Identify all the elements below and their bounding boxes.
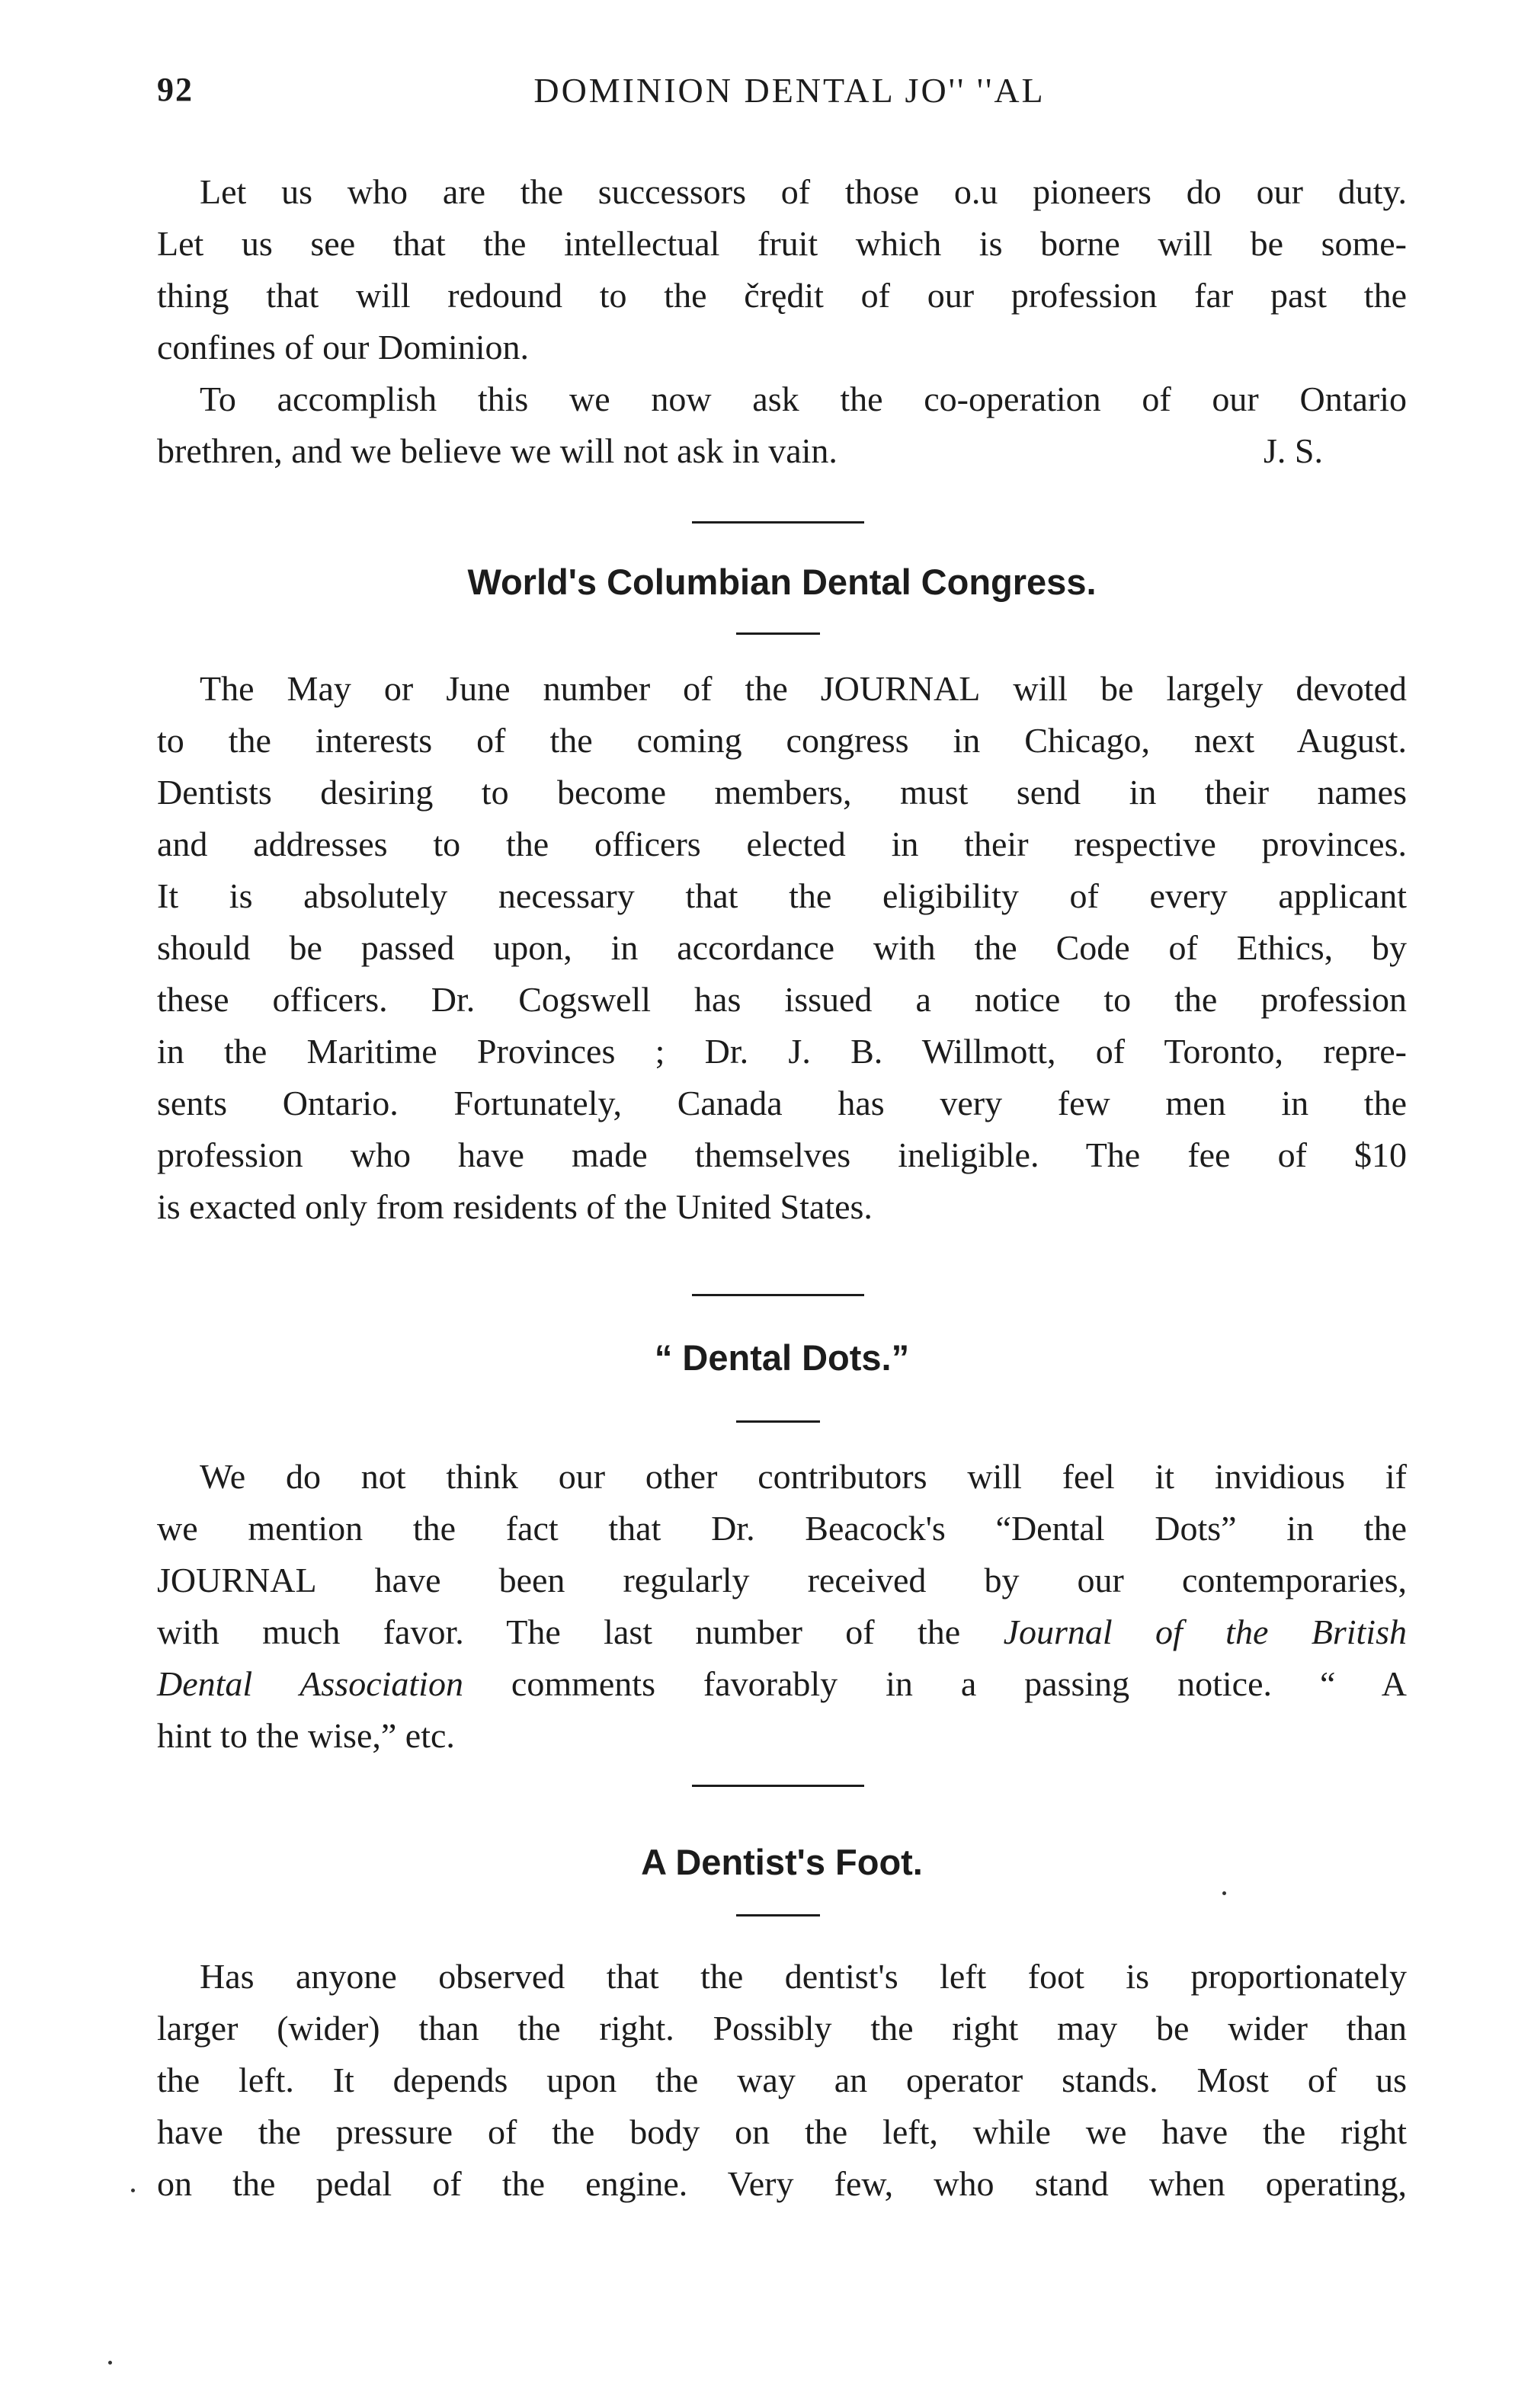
- text-line: profession who have made themselves ineligible. The fee of $10: [157, 1135, 1407, 1174]
- publication-title: Journal of the British: [1003, 1612, 1407, 1651]
- heading-underline: [736, 1914, 820, 1916]
- section-heading-dentists-foot: A Dentist's Foot.: [641, 1842, 923, 1882]
- text-line: to the interests of the coming congress in Chicago, next August.: [157, 721, 1407, 760]
- text-line: the left. It depends upon the way an operator stands. Most of us: [157, 2061, 1407, 2099]
- text-line: It is absolutely necessary that the eligibility of every applicant: [157, 876, 1407, 915]
- print-speck: [1222, 1891, 1226, 1895]
- page-header: [157, 70, 1407, 123]
- text-line: Dental Association comments favorably in a passing notice. “ A: [157, 1664, 1407, 1703]
- text-line: Let us see that the intellectual fruit which is borne will be some-: [157, 224, 1407, 263]
- publication-title: Dental Association: [157, 1664, 463, 1703]
- intro-text: [157, 166, 1407, 477]
- section-heading-congress: World's Columbian Dental Congress.: [467, 562, 1097, 602]
- text-line: JOURNAL have been regularly received by our contemporaries,: [157, 1561, 1407, 1599]
- text-line: in the Maritime Provinces ; Dr. J. B. Willmott, of Toronto, repre-: [157, 1032, 1407, 1071]
- heading-underline: [736, 1420, 820, 1423]
- journal-name: JOURNAL: [820, 669, 981, 708]
- text-line: hint to the wise,” etc.: [157, 1716, 455, 1755]
- text-line: with much favor. The last number of the Journal of the British: [157, 1612, 1407, 1651]
- section-divider: [692, 1785, 864, 1787]
- section-heading-dental-dots: “ Dental Dots.”: [654, 1337, 910, 1378]
- intro-paragraph-2: [157, 373, 1407, 477]
- text-line: sents Ontario. Fortunately, Canada has very few men in the: [157, 1084, 1407, 1122]
- text-line: we mention the fact that Dr. Beacock's “Dental Dots” in the: [157, 1509, 1407, 1548]
- intro-paragraph-1: [157, 166, 1407, 373]
- section-divider: [692, 1294, 864, 1296]
- print-speck: [131, 2189, 135, 2192]
- text-line: larger (wider) than the right. Possibly the right may be wider than: [157, 2009, 1407, 2048]
- text-line: Dentists desiring to become members, must send in their names: [157, 773, 1407, 812]
- section-body-dental-dots: [157, 1451, 1407, 1762]
- text-line: have the pressure of the body on the left, while we have the right: [157, 2112, 1407, 2151]
- text-line: The May or June number of the JOURNAL will be largely devoted: [200, 669, 1407, 708]
- text-line: these officers. Dr. Cogswell has issued a notice to the profession: [157, 980, 1407, 1019]
- text-line: confines of our Dominion.: [157, 328, 530, 367]
- section-divider: [692, 521, 864, 524]
- journal-name: JOURNAL: [157, 1561, 317, 1599]
- text-line: is exacted only from residents of the United States.: [157, 1187, 873, 1226]
- text-line: and addresses to the officers elected in their respective provinces.: [157, 825, 1407, 863]
- text-line: brethren, and we believe we will not ask in vain.: [157, 431, 838, 470]
- text-line: on the pedal of the engine. Very few, who stand when operating,: [157, 2164, 1407, 2203]
- text-line: To accomplish this we now ask the co-operation of our Ontario: [200, 379, 1407, 418]
- text-line: Let us who are the successors of those o.u pioneers do our duty.: [200, 172, 1407, 211]
- print-speck: [108, 2361, 112, 2365]
- text-line: thing that will redound to the črędit of our profession far past the: [157, 276, 1407, 315]
- text-line: should be passed upon, in accordance with the Code of Ethics, by: [157, 928, 1407, 967]
- section-body-congress: [157, 663, 1407, 1233]
- signature: J. S.: [1264, 431, 1323, 470]
- text-line: Has anyone observed that the dentist's left foot is proportionately: [200, 1957, 1407, 1996]
- section-body-dentists-foot: [157, 1951, 1407, 2210]
- page-number: 92: [157, 71, 194, 108]
- running-head: DOMINION DENTAL JO'' ''AL: [533, 71, 1046, 110]
- heading-underline: [736, 632, 820, 635]
- text-line: We do not think our other contributors will feel it invidious if: [200, 1457, 1407, 1496]
